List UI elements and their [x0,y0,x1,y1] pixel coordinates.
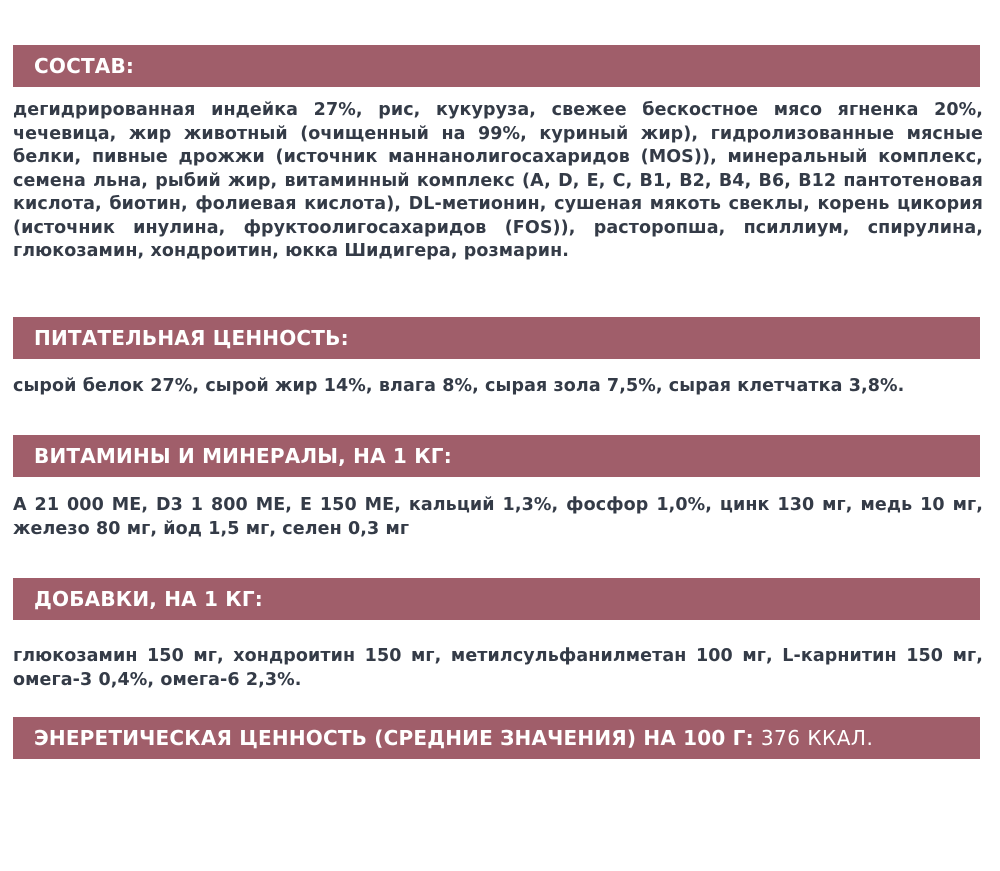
section-body-vitamins-minerals: А 21 000 МЕ, D3 1 800 МЕ, Е 150 МЕ, кальций 1,3%, фосфор 1,0%, цинк 130 мг, медь 10 мг, железо 80 мг, йод 1,5 мг, селен 0,3 мг [13,495,983,539]
section-heading-vitamins-minerals: ВИТАМИНЫ И МИНЕРАЛЫ, НА 1 КГ: [13,435,980,477]
section-heading-energy-value [13,717,980,759]
section-body-nutritional-value: сырой белок 27%, сырой жир 14%, влага 8%, сырая зола 7,5%, сырая клетчатка 3,8%. [13,375,905,396]
section-body-composition: дегидрированная индейка 27%, рис, кукуруза, свежее бескостное мясо ягненка 20%, чечевица, жир животный (очищенный на 99%, куриный жир), гидролизованные мясные белки, пивные дрожжи (источник маннанолигосахаридов (MOS)), минеральный комплекс, семена льна, рыбий жир, витаминный комплекс (A, D, E, C, B1, B2, B4, B6, B12 пантотеновая кислота, биотин, фолиевая кислота), DL-метионин, сушеная мякоть свеклы, корень цикория (источник инулина, фруктоолигосахаридов (FOS)), расторопша, псиллиум, спирулина, глюкозамин, хондроитин, юкка Шидигера, розмарин. [13,100,983,261]
energy-value-label: ЭНЕРЕТИЧЕСКАЯ ЦЕННОСТЬ (СРЕДНИЕ ЗНАЧЕНИЯ) НА 100 Г: [34,726,754,750]
pet-food-label [0,45,1000,871]
section-heading-composition: СОСТАВ: [13,45,980,87]
section-heading-nutritional-value: ПИТАТЕЛЬНАЯ ЦЕННОСТЬ: [13,317,980,359]
section-body-additives: глюкозамин 150 мг, хондроитин 150 мг, метилсульфанилметан 100 мг, L-карнитин 150 мг, омега-3 0,4%, омега-6 2,3%. [13,646,983,690]
section-heading-additives: ДОБАВКИ, НА 1 КГ: [13,578,980,620]
energy-value-kcal: 376 ККАЛ. [760,726,874,750]
